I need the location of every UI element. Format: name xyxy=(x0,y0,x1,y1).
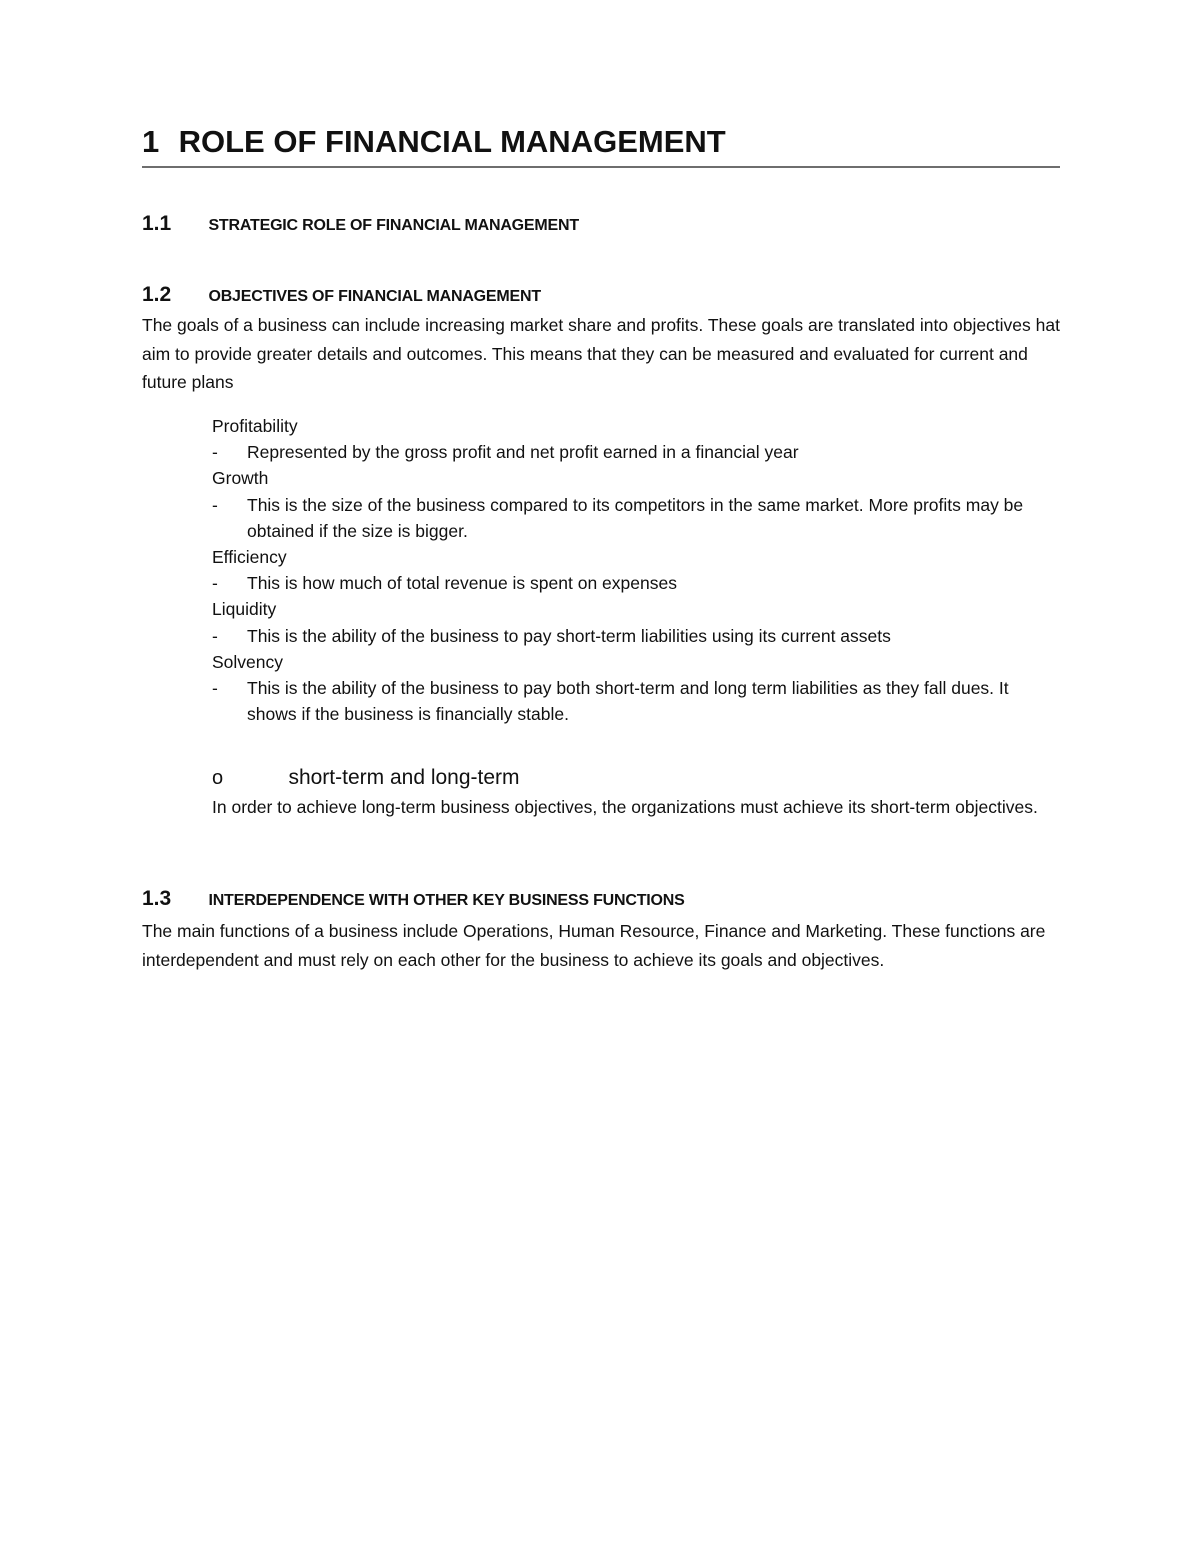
objective-description-text: Represented by the gross profit and net profit earned in a financial year xyxy=(247,442,799,463)
heading-1 xyxy=(142,120,1060,168)
objective-description-text: This is the ability of the business to pay both short-term and long term liabilities as they fall dues. It shows if the business is financially stable. xyxy=(247,677,1009,725)
objective-description xyxy=(212,492,1062,544)
objective-description xyxy=(212,675,1062,727)
objective-description xyxy=(212,439,1062,465)
interdependence-paragraph: The main functions of a business include Operations, Human Resource, Finance and Marketing. These functions are interdependent and must rely on each other for the business to achieve its goals and objectives. xyxy=(142,921,1046,970)
subsection-paragraph: In order to achieve long-term business objectives, the organizations must achieve its short-term objectives. xyxy=(212,797,1038,817)
objective-name: Efficiency xyxy=(212,546,287,567)
objective-description xyxy=(212,623,1062,649)
objective-name: Profitability xyxy=(212,416,298,436)
subsection-heading xyxy=(212,762,520,794)
heading-1-1 xyxy=(142,208,579,240)
heading-1-number: 1 xyxy=(142,124,160,159)
heading-1-3 xyxy=(142,883,685,915)
objective-name: Solvency xyxy=(212,651,284,672)
heading-1-2-number: 1.2 xyxy=(142,283,172,306)
subsection-title: short-term and long-term xyxy=(288,766,520,789)
dash-bullet: - xyxy=(212,442,218,463)
dash-bullet: - xyxy=(212,677,218,698)
heading-1-title: ROLE OF FINANCIAL MANAGEMENT xyxy=(178,124,726,159)
heading-1-3-title: INTERDEPENDENCE WITH OTHER KEY BUSINESS FUNCTIONS xyxy=(208,892,685,909)
heading-1-1-number: 1.1 xyxy=(142,212,172,235)
circle-bullet-icon: o xyxy=(212,767,224,789)
heading-1-2 xyxy=(142,279,541,311)
heading-1-3-number: 1.3 xyxy=(142,887,172,910)
objective-description xyxy=(212,570,1062,596)
heading-1-1-title: STRATEGIC ROLE OF FINANCIAL MANAGEMENT xyxy=(208,217,579,234)
objectives-list xyxy=(212,413,1062,727)
heading-1-2-title: OBJECTIVES OF FINANCIAL MANAGEMENT xyxy=(208,288,541,305)
objective-name: Growth xyxy=(212,468,269,489)
dash-bullet: - xyxy=(212,573,218,594)
dash-bullet: - xyxy=(212,494,218,515)
objective-name: Liquidity xyxy=(212,599,277,620)
objective-description-text: This is how much of total revenue is spent on expenses xyxy=(247,573,677,594)
objectives-intro-paragraph: The goals of a business can include increasing market share and profits. These goals are translated into objectives hat aim to provide greater details and outcomes. This means that they can be measured and evaluated for current and future plans xyxy=(142,315,1060,392)
objective-description-text: This is the ability of the business to pay short-term liabilities using its current assets xyxy=(247,625,891,646)
objective-description-text: This is the size of the business compared to its competitors in the same market. More profits may be obtained if the size is bigger. xyxy=(247,494,1024,541)
dash-bullet: - xyxy=(212,625,218,646)
